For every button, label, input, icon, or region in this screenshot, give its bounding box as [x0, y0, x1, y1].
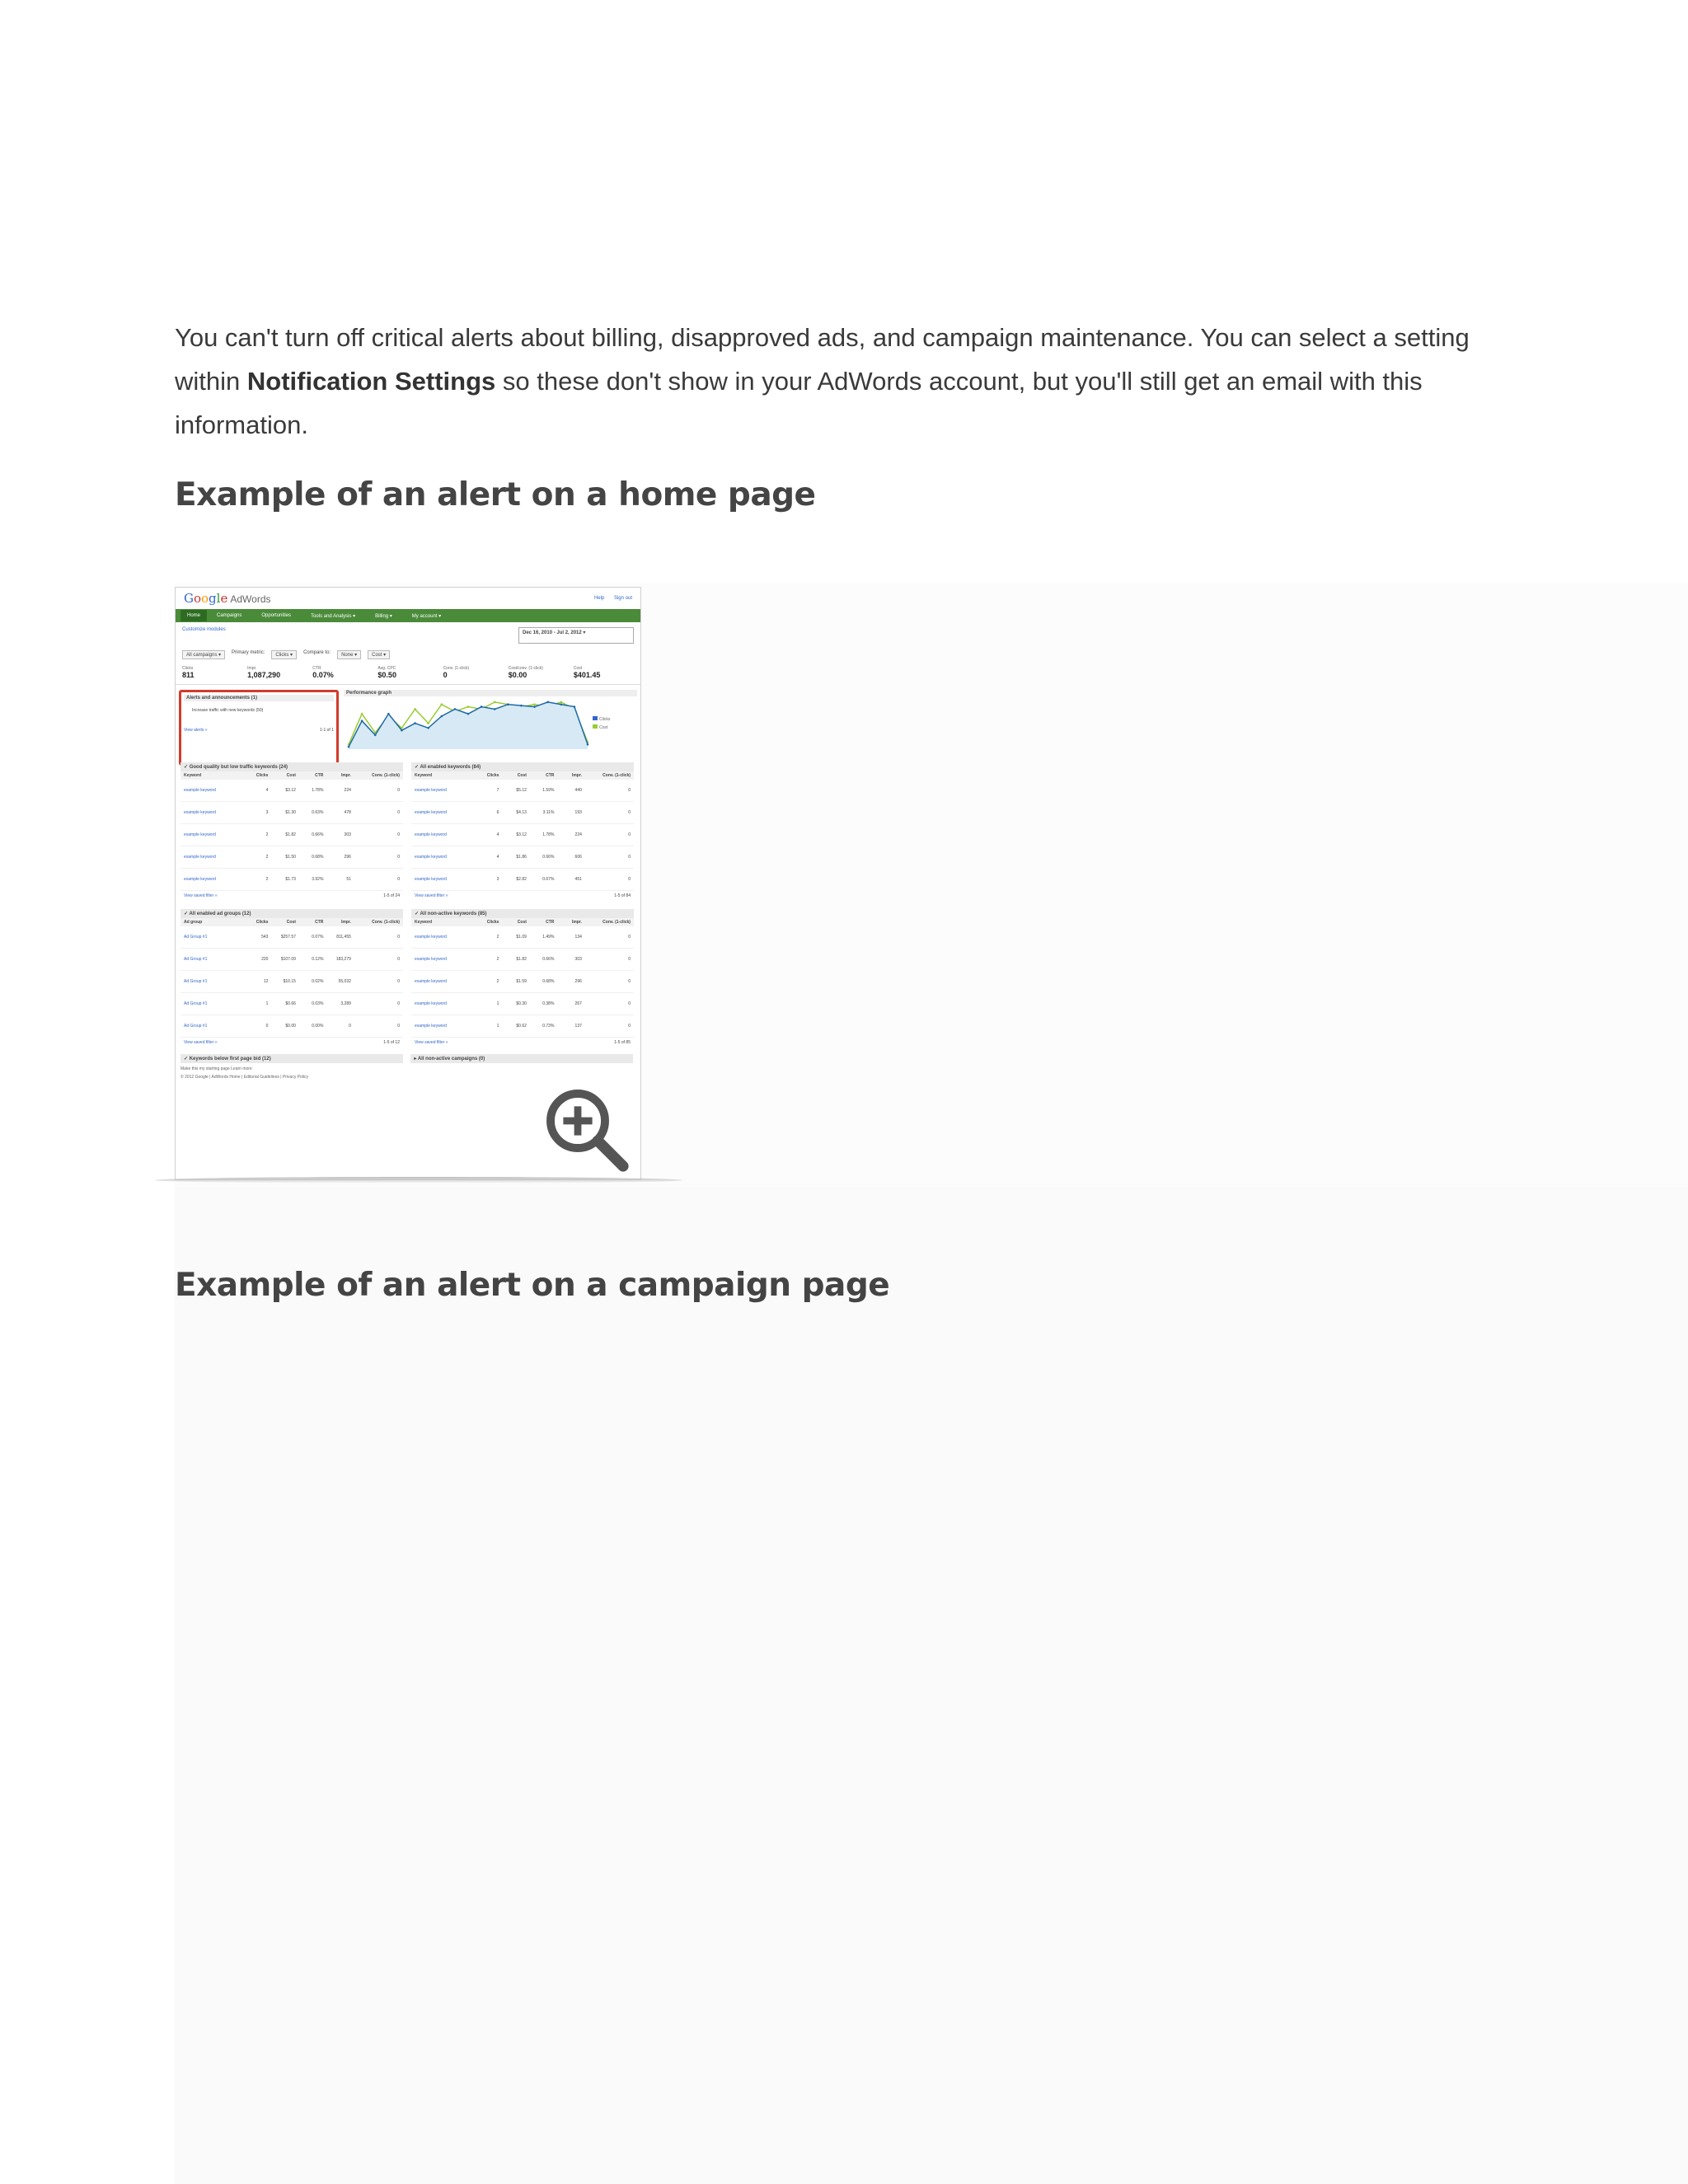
- legend-clicks-label: Clicks: [599, 717, 611, 722]
- table-row: Ad Group #1 1 $0.66 0.03% 3,289 0: [181, 993, 403, 1015]
- clicks-series-point: [507, 703, 509, 705]
- customize-modules-link: Customize modules: [182, 627, 226, 632]
- cost-select: Cost ▾: [368, 650, 390, 659]
- alerts-module-highlighted: Alerts and announcements (1) Increase traffic with new keywords (50) View alerts » 1-1 of 1: [179, 690, 339, 766]
- keywords-below-bid-module: ✓ Keywords below first page bid (12): [181, 1054, 403, 1063]
- clicks-series-point: [427, 727, 429, 729]
- cost-series-point: [494, 701, 496, 704]
- table-row: Ad Group #1 220 $107.09 0.12% 183,279 0: [181, 949, 403, 971]
- table-row: example keyword 4 $3.12 1.78% 224 0: [181, 780, 403, 802]
- compare-select: None ▾: [337, 650, 361, 659]
- compare-label: Compare to:: [303, 650, 331, 655]
- table-row: example keyword 2 $1.59 0.68% 296 0: [411, 971, 634, 993]
- legend-cost-label: Cost: [599, 725, 608, 730]
- table-header: Ad group Clicks Cost CTR Impr. Conv. (1-click): [181, 918, 403, 926]
- table-row: example keyword 3 $2.82 0.67% 451 0: [411, 869, 634, 891]
- clicks-series-point: [348, 746, 350, 748]
- table-row: Ad Group #1 543 $257.57 0.07% 811,455 0: [181, 926, 403, 949]
- keyword-table: ✓ All enabled keywords (84) Keyword Clicks Cost CTR Impr. Conv. (1-click) example keyword 7 $5.12 1.59% 440 0 example keyword 6 $4.13 3.11% 193 0 example keyword 4 $3.12 1.78% 224 0 example keyword 4 $1.86 0.66% 606 0 example keyword 3 $2.82 0.67% 451 0 View saved filter » 1-5 of 84: [411, 762, 634, 901]
- table-title: ✓ All enabled keywords (84): [411, 762, 634, 771]
- date-range: Dec 16, 2010 - Jul 2, 2012 ▾: [518, 627, 634, 644]
- clicks-series-point: [440, 715, 443, 718]
- performance-graph-svg: [344, 696, 616, 754]
- clicks-series-point: [520, 705, 523, 707]
- table-title: ✓ All enabled ad groups (12): [181, 909, 403, 918]
- table-title: ✓ Good quality but low traffic keywords (24): [181, 762, 403, 771]
- nav-opportunities: Opportunities: [261, 613, 292, 618]
- screenshot-bottom: [176, 1051, 640, 1083]
- cost-series-point: [533, 703, 536, 705]
- clicks-series-point: [374, 734, 377, 737]
- clicks-series-point: [361, 719, 363, 722]
- table-header: Keyword Clicks Cost CTR Impr. Conv. (1-click): [411, 771, 634, 780]
- table-row: example keyword 4 $1.86 0.66% 606 0: [411, 846, 634, 869]
- tables-grid: [176, 759, 640, 1051]
- nav-billing: Billing ▾: [375, 613, 392, 619]
- table-row: example keyword 2 $1.09 1.49% 134 0: [411, 926, 634, 949]
- clicks-series-point: [387, 713, 390, 715]
- clicks-series-point: [533, 705, 536, 708]
- cost-series-point: [440, 703, 443, 705]
- clicks-series-point: [401, 729, 403, 732]
- performance-graph: Performance graph Clicks Cost: [344, 690, 637, 754]
- legend-cost-swatch: [593, 724, 598, 729]
- table-row: example keyword 1 $0.30 0.38% 267 0: [411, 993, 634, 1015]
- table-row: example keyword 2 $1.50 0.68% 296 0: [181, 846, 403, 869]
- cost-series-point: [467, 705, 470, 708]
- home-page-screenshot[interactable]: [175, 587, 641, 1180]
- screenshot-shadow: [155, 1177, 682, 1183]
- clicks-series-point: [467, 713, 470, 715]
- nav-tools: Tools and Analysis ▾: [311, 613, 356, 619]
- clicks-series-point: [587, 743, 589, 746]
- table-header: Keyword Clicks Cost CTR Impr. Conv. (1-click): [411, 918, 634, 926]
- table-row: example keyword 7 $5.12 1.59% 440 0: [411, 780, 634, 802]
- table-row: example keyword 2 $1.82 0.66% 303 0: [181, 824, 403, 846]
- nav-campaigns: Campaigns: [217, 613, 242, 618]
- clicks-series-point: [494, 708, 496, 710]
- intro-text-2: so these don't show in your AdWords account, but you'll still get an email with this information.: [175, 367, 1423, 439]
- cost-series-point: [427, 722, 429, 724]
- background-panel-lower: [175, 1187, 1688, 2184]
- keyword-table: ✓ All non-active keywords (85) Keyword Clicks Cost CTR Impr. Conv. (1-click) example keyword 2 $1.09 1.49% 134 0 example keyword 2 $1.82 0.66% 303 0 example keyword 2 $1.59 0.68% 296 0 example keyword 1 $0.30 0.38% 267 0 example keyword 1 $0.62 0.73% 137 0 View saved filter » 1-5 of 85: [411, 909, 634, 1047]
- campaign-filter: All campaigns ▾: [182, 650, 225, 659]
- keyword-table: ✓ All enabled ad groups (12) Ad group Clicks Cost CTR Impr. Conv. (1-click) Ad Group #1 543 $257.57 0.07% 811,455 0 Ad Group #1 220 $107.09 0.12% 183,279 0 Ad Group #1 12 $10.15 0.02% 55,032 0 Ad Group #1 1 $0.66 0.03% 3,289 0 Ad Group #1 0 $0.00 0.00% 0 0 View saved filter » 1-5 of 12: [181, 909, 403, 1047]
- cost-series-point: [414, 708, 416, 710]
- nav-bar: [176, 609, 640, 622]
- keyword-table: ✓ Good quality but low traffic keywords (24) Keyword Clicks Cost CTR Impr. Conv. (1-click) example keyword 4 $3.12 1.78% 224 0 example keyword 3 $1.30 0.63% 478 0 example keyword 2 $1.82 0.66% 303 0 example keyword 2 $1.50 0.68% 296 0 example keyword 2 $1.73 3.92% 51 0 View saved filter » 1-5 of 24: [181, 762, 403, 901]
- table-row: example keyword 3 $1.30 0.63% 478 0: [181, 802, 403, 824]
- table-row: example keyword 6 $4.13 3.11% 193 0: [411, 802, 634, 824]
- table-row: example keyword 2 $1.73 3.92% 51 0: [181, 869, 403, 891]
- starting-page-checkbox: Make this my starting page Learn more: [181, 1066, 252, 1071]
- adwords-logo: Google AdWords: [184, 591, 271, 606]
- help-link: Help: [593, 596, 605, 601]
- filters-row: [176, 649, 640, 661]
- primary-metric-select: Clicks ▾: [271, 650, 297, 659]
- stats-row: Clicks 811 Impr. 1,087,290 CTR 0.07% Avg. CPC $0.50 Conv. (1-click) 0 Cost/conv. (1-click) $0.00 Cost $401.45: [176, 661, 640, 685]
- alert-item: Increase traffic with new keywords (50): [192, 708, 264, 713]
- intro-paragraph: [175, 316, 1526, 447]
- table-row: example keyword 4 $3.12 1.78% 224 0: [411, 824, 634, 846]
- table-title: ✓ All non-active keywords (85): [411, 909, 634, 918]
- clicks-series-point: [546, 701, 549, 704]
- cost-series-point: [560, 701, 562, 704]
- primary-metric-label: Primary metric:: [232, 650, 265, 655]
- nav-my-account: My account ▾: [411, 613, 442, 619]
- sign-out-link: Sign out: [613, 596, 632, 601]
- non-active-campaigns-module: ▸ All non-active campaigns (0): [410, 1054, 633, 1063]
- heading-campaign-page: Example of an alert on a campaign page: [175, 1267, 890, 1304]
- clicks-series-point: [414, 722, 416, 724]
- clicks-series-point: [481, 705, 483, 708]
- top-links: [586, 596, 632, 601]
- table-header: Keyword Clicks Cost CTR Impr. Conv. (1-click): [181, 771, 403, 780]
- table-row: Ad Group #1 0 $0.00 0.00% 0 0: [181, 1015, 403, 1038]
- cost-series-point: [361, 713, 363, 715]
- table-row: Ad Group #1 12 $10.15 0.02% 55,032 0: [181, 971, 403, 993]
- nav-home: Home: [181, 610, 207, 621]
- screenshot-footer: © 2012 Google | AdWords Home | Editorial Guidelines | Privacy Policy: [181, 1075, 309, 1080]
- clicks-series-point: [454, 708, 457, 710]
- zoom-in-icon[interactable]: [542, 1085, 632, 1175]
- heading-home-page: Example of an alert on a home page: [175, 476, 816, 513]
- notification-settings-text: Notification Settings: [246, 367, 496, 396]
- clicks-series-point: [560, 703, 562, 705]
- legend-clicks-swatch: [593, 716, 598, 720]
- table-row: example keyword 2 $1.82 0.66% 303 0: [411, 949, 634, 971]
- clicks-series-point: [574, 705, 576, 708]
- intro-text-1: You can't turn off critical alerts about billing, disapproved ads, and campaign maintenance. You can select a setting within: [175, 323, 1470, 396]
- screenshot-header: [176, 588, 640, 609]
- table-row: example keyword 1 $0.62 0.73% 137 0: [411, 1015, 634, 1038]
